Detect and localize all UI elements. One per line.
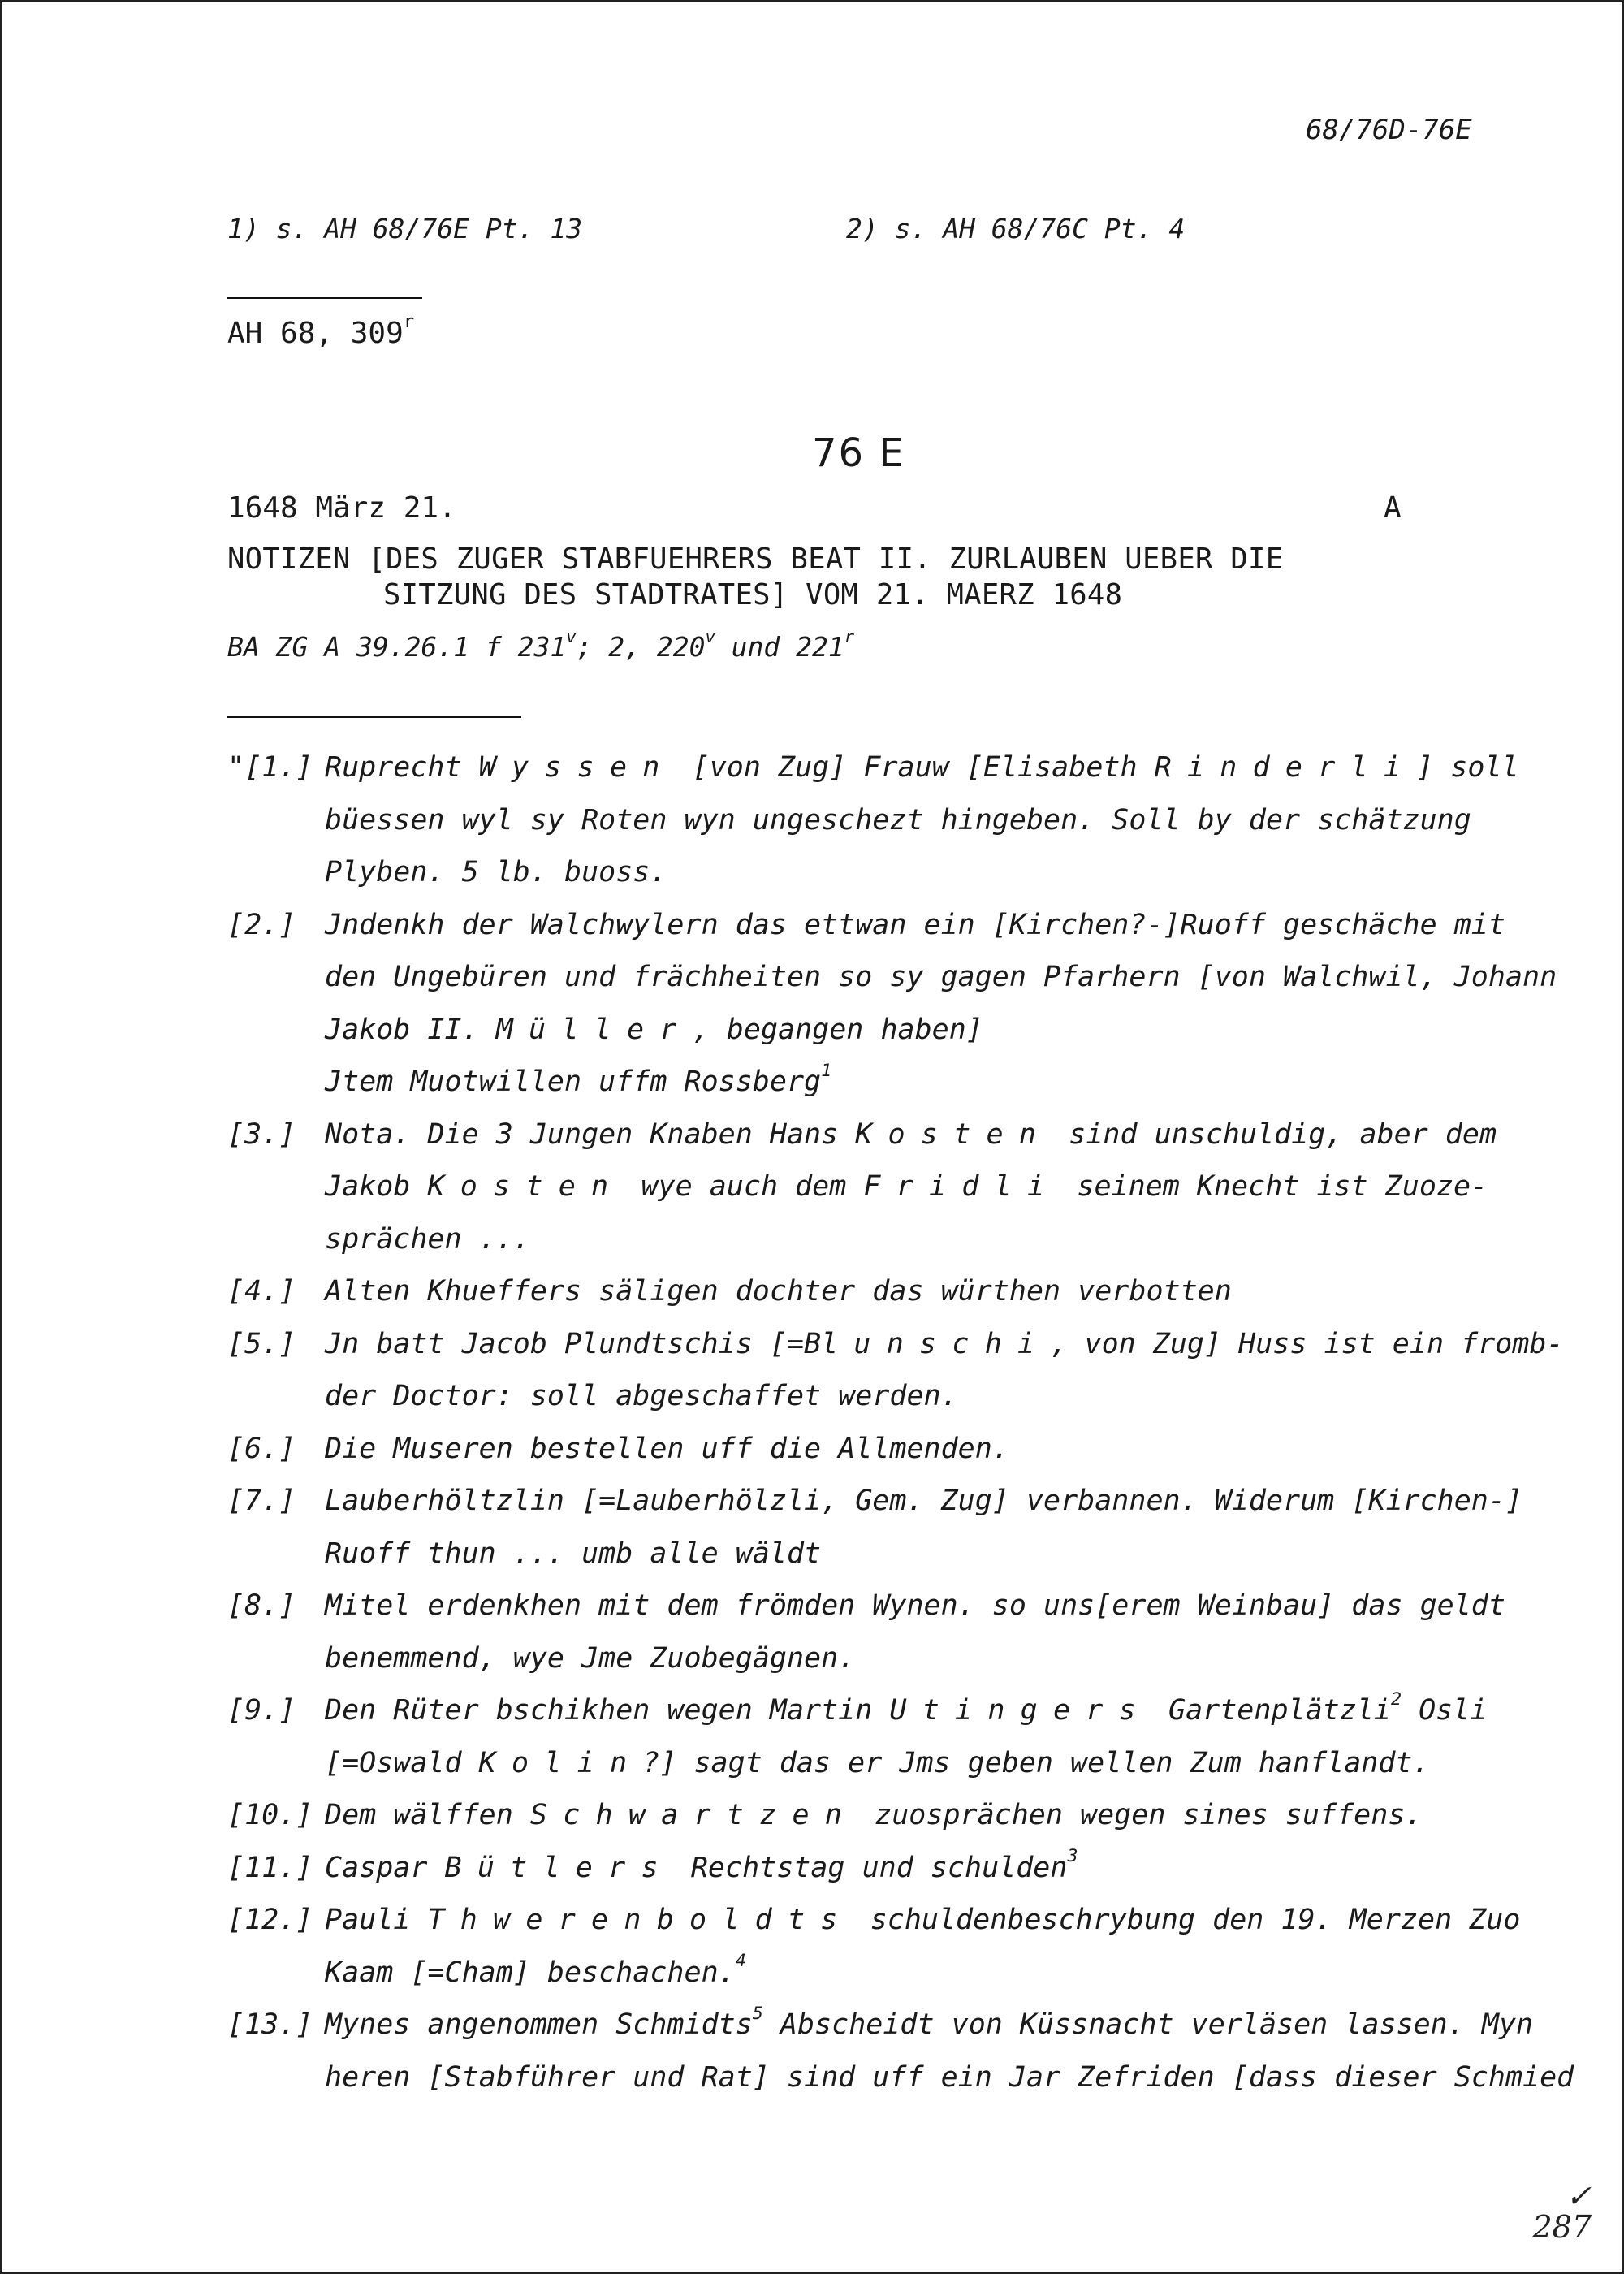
entry-line (325, 1223, 530, 1256)
text-segment: Caspar (325, 1851, 445, 1884)
text-segment: ?] sagt das er Jms geben wellen Zum hanflandt. (642, 1746, 1430, 1779)
text-segment: Alten Khueffers säligen dochter das würthen verbotten (325, 1275, 1232, 1308)
text-segment: wye auch dem (624, 1170, 864, 1203)
entry-line (325, 1537, 821, 1570)
text-segment: Lauberhöltzlin [=Lauberhölzli, Gem. Zug] verbannen. Widerum [Kirchen-] (325, 1485, 1523, 1517)
text-segment: [von Zug] Frauw [Elisabeth (675, 751, 1155, 784)
entry-line (325, 1060, 832, 1098)
entry-line (325, 1433, 1009, 1465)
spaced-name: Fridli (863, 1170, 1060, 1203)
text-segment: Osli (1402, 1694, 1488, 1727)
ah-reference-text: AH 68, 309 (227, 317, 404, 350)
entry-line (325, 1118, 1497, 1151)
text-segment: Kaam [=Cham] beschachen. (325, 1956, 736, 1989)
entry-line (325, 804, 1471, 837)
spaced-name: Utingers (889, 1694, 1151, 1727)
entry-number: [2.] (227, 908, 296, 941)
text-segment: , begangen haben] (692, 1013, 983, 1046)
spaced-name: Kosten (855, 1118, 1052, 1151)
entry-line (325, 1485, 1522, 1517)
entry-number: [11.] (227, 1851, 313, 1884)
text-segment: Jakob (325, 1170, 428, 1203)
spaced-name: Wyssen (478, 751, 676, 784)
entry-line (325, 909, 1505, 941)
text-segment: Jn batt Jacob Plundtschis [=B (325, 1327, 822, 1360)
title-line-1: NOTIZEN [DES ZUGER STABFUEHRERS BEAT II. ZURLAUBEN UEBER DIE (227, 543, 1284, 576)
handwritten-page-mark: ✓ 287 (1532, 2178, 1592, 2245)
document-date: 1648 März 21. (227, 491, 456, 525)
entry-line (325, 1904, 1520, 1936)
entry-number: [5.] (227, 1327, 296, 1360)
page-id: 68/76D-76E (1306, 114, 1472, 146)
entry-line (325, 1642, 855, 1675)
text-segment: , von Zug] Huss ist ein fromb- (1050, 1327, 1564, 1360)
text-segment: Jakob II. (325, 1013, 496, 1046)
source-a-sup: v (566, 626, 577, 646)
entry-line (325, 1951, 746, 1989)
text-segment: ] soll (1416, 751, 1519, 784)
spaced-name: Bütlers (444, 1851, 674, 1884)
text-segment: [=Oswald (325, 1746, 479, 1779)
text-segment: Mitel erdenkhen mit dem frömden Wynen. so uns[erem Weinbau] das geldt (325, 1589, 1505, 1622)
entry-line (325, 2061, 1574, 2094)
source-b-sup: v (705, 626, 715, 646)
text-segment: Den Rüter bschikhen wegen Martin (325, 1694, 890, 1727)
text-segment: Jtem Muotwillen uffm Rossberg (325, 1066, 822, 1098)
footnote-marker: 5 (752, 2003, 763, 2024)
entry-number: [13.] (227, 2008, 313, 2041)
source-c-sup: r (844, 626, 855, 646)
source-b: ; 2, 220 (576, 631, 706, 663)
footnote-marker: 2 (1390, 1688, 1402, 1710)
text-segment: Mynes angenommen Schmidts (325, 2008, 753, 2041)
text-segment: der Doctor: soll abgeschaffet werden. (325, 1380, 958, 1412)
text-segment: sind unschuldig, aber dem (1052, 1118, 1497, 1151)
entry-line (325, 2003, 1534, 2041)
entry-line (325, 856, 667, 888)
text-segment: benemmend, wye Jme Zuobegägnen. (325, 1641, 856, 1675)
entry-number: [8.] (227, 1589, 296, 1622)
entry-line (325, 1275, 1232, 1308)
document-number: 76 E (812, 430, 905, 476)
spaced-name: Thwerenboldts (427, 1904, 853, 1936)
footnote-1: 1) s. AH 68/76E Pt. 13 (227, 213, 583, 244)
entry-line (325, 1014, 983, 1046)
text-segment: Rechtstag und schulden (673, 1851, 1068, 1884)
spaced-name: Kolin (478, 1746, 643, 1779)
entry-number: [4.] (227, 1275, 296, 1308)
entry-line (325, 1380, 958, 1412)
ah-reference-sup: r (403, 311, 415, 333)
text-segment: Plyben. 5 lb. buoss. (325, 856, 667, 888)
footnote-marker: 4 (735, 1951, 746, 1972)
entry-line (325, 751, 1519, 784)
spaced-name: Schwartzen (529, 1799, 858, 1831)
source-a: BA ZG A 39.26.1 f 231 (227, 631, 567, 663)
text-segment: schuldenbeschrybung den 19. Merzen Zuo (853, 1904, 1521, 1936)
text-segment: Die Museren bestellen uff die Allmenden. (325, 1432, 1009, 1465)
text-segment: Ruoff thun ... umb alle wäldt (325, 1537, 822, 1570)
text-segment: Gartenplätzli (1151, 1694, 1391, 1727)
text-segment: den Ungebüren und frächheiten so sy gagen Pfarhern [von Walchwil, Johann (325, 961, 1557, 993)
entry-line (325, 1170, 1488, 1203)
text-segment: sprächen ... (325, 1222, 530, 1256)
entry-number: [7.] (227, 1485, 296, 1517)
spaced-name: Müller (495, 1013, 693, 1046)
text-segment: Ruprecht (325, 751, 479, 784)
spaced-name: Kosten (427, 1170, 624, 1203)
title-line-2: SITZUNG DES STADTRATES] VOM 21. MAERZ 1648 (383, 578, 1123, 612)
entry-number: [12.] (227, 1904, 313, 1936)
text-segment: heren [Stabführer und Rat] sind uff ein Jar Zefriden [dass dieser Schmied (325, 2060, 1574, 2094)
entry-line (325, 1747, 1430, 1779)
footnote-marker: 3 (1067, 1846, 1078, 1867)
footnote-2: 2) s. AH 68/76C Pt. 4 (846, 213, 1186, 244)
version-mark: A (1384, 491, 1402, 525)
text-segment: Nota. Die 3 Jungen Knaben Hans (325, 1118, 856, 1151)
entry-number: [6.] (227, 1432, 296, 1465)
text-segment: Abscheidt von Küssnacht verläsen lassen. Myn (762, 2008, 1534, 2041)
spaced-name: Rinderli (1154, 751, 1417, 784)
text-segment: Jndenkh der Walchwylern das ettwan ein [Kirchen?-]Ruoff geschäche mit (325, 908, 1505, 941)
text-segment: zuosprächen wegen sines suffens. (857, 1799, 1423, 1831)
source-reference (227, 626, 855, 663)
entry-number: [10.] (227, 1799, 313, 1831)
entry-line (325, 1328, 1564, 1360)
text-segment: Dem wälffen (325, 1799, 530, 1831)
entry-line (325, 1688, 1488, 1727)
footnote-rule (227, 297, 422, 299)
body-rule (227, 716, 521, 718)
entry-line (325, 1846, 1078, 1884)
footnote-marker: 1 (821, 1060, 832, 1081)
ah-reference (227, 311, 415, 350)
entry-number: [3.] (227, 1118, 296, 1151)
text-segment: Pauli (325, 1904, 428, 1936)
entry-line (325, 1799, 1422, 1831)
text-segment: büessen wyl sy Roten wyn ungeschezt hingeben. Soll by der schätzung (325, 803, 1471, 837)
text-segment: seinem Knecht ist Zuoze- (1060, 1170, 1488, 1203)
entry-line (325, 1589, 1505, 1622)
source-c: und 221 (715, 631, 844, 663)
entry-number: "[1.] (227, 751, 313, 784)
entry-line (325, 961, 1557, 993)
spaced-name: lunschi (821, 1327, 1051, 1360)
entry-number: [9.] (227, 1694, 296, 1727)
